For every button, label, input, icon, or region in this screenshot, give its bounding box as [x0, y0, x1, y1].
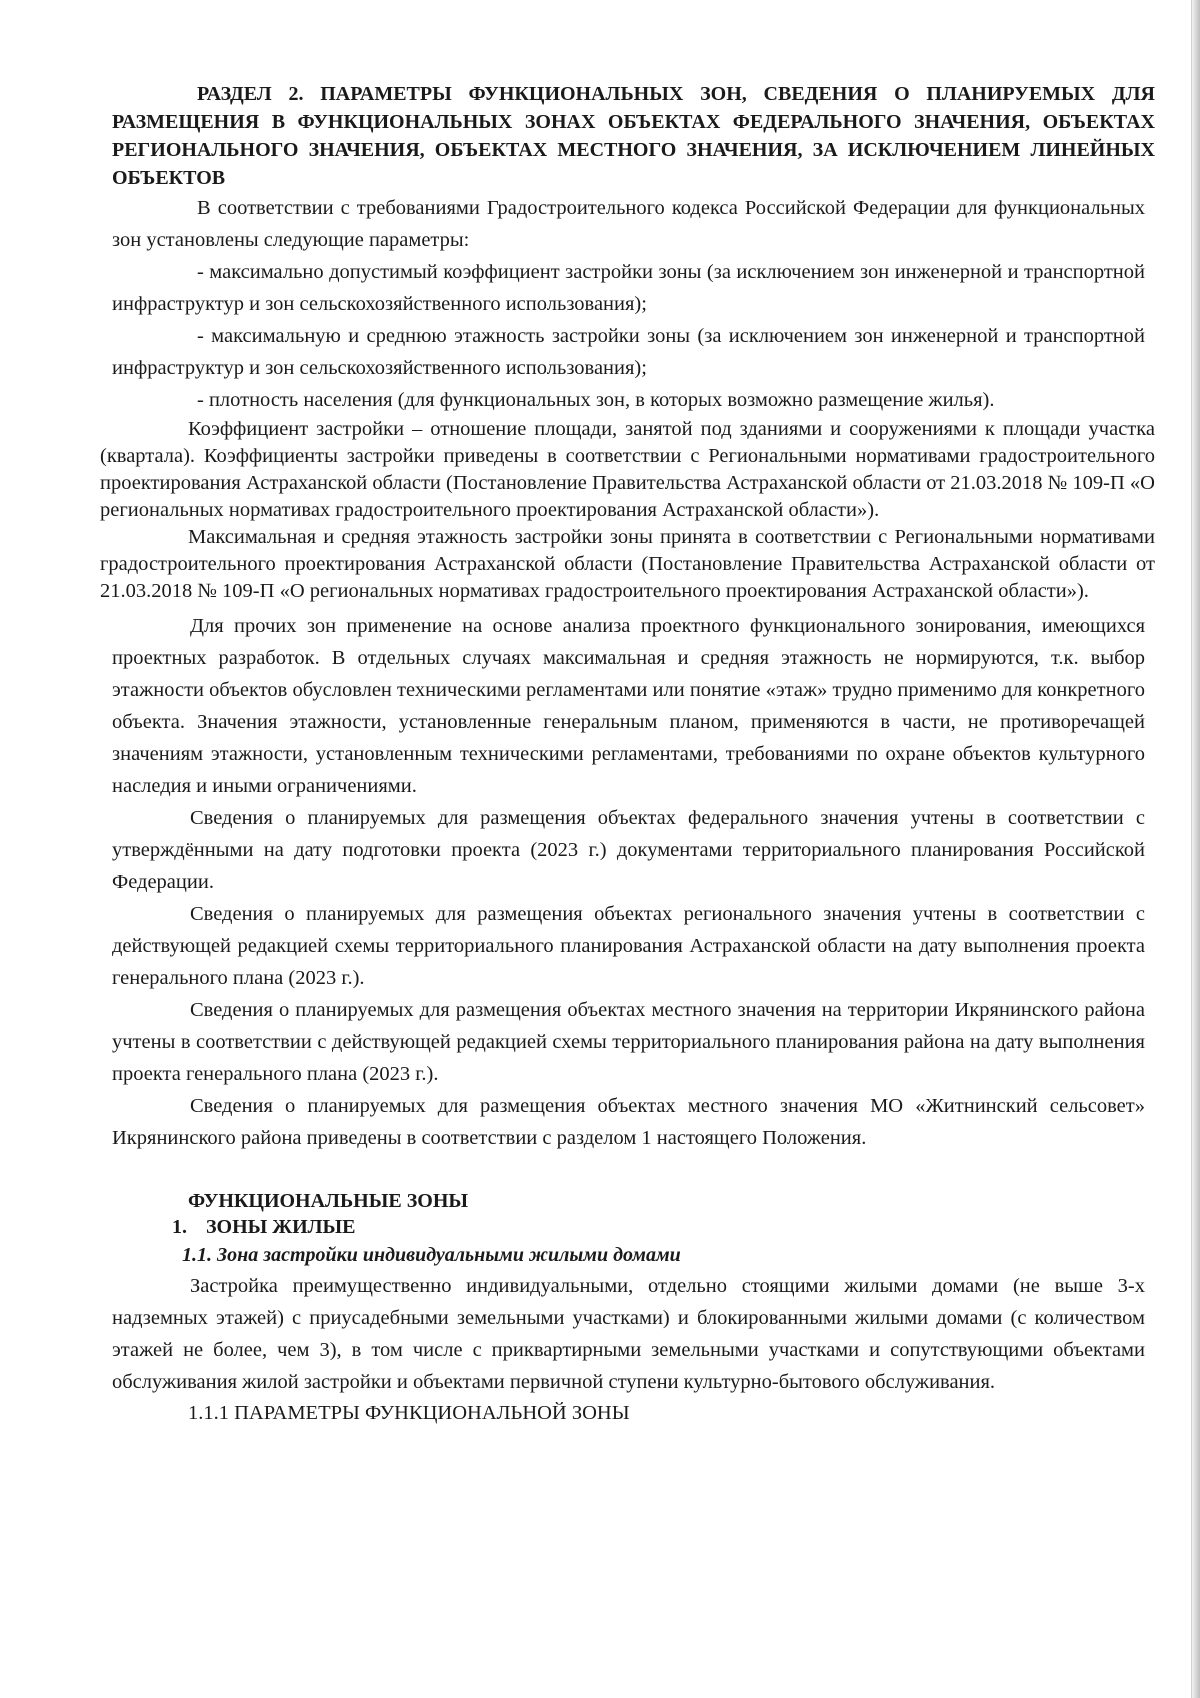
other-zones-paragraph: Для прочих зон применение на основе анализа проектного функционального зонирования, имеющихся проектных разработок. В отдельных случаях максимальная и средняя этажность не нормируются, т.к. выбор этажности объектов обусловлен техническими регламентами или понятие «этаж» трудно применимо для конкретного объекта. Значения этажности, установленные генеральным планом, применяются в части, не противоречащей значениям этажности, установленным техническими регламентами, требованиями по охране объектов культурного наследия и иными ограничениями.: [112, 615, 1145, 797]
residential-zones-heading: [100, 1214, 1155, 1240]
regional-objects-paragraph: Сведения о планируемых для размещения объектах регионального значения учтены в соответствии с действующей редакцией схемы территориального планирования Астраханской области на дату выполнения проекта генерального плана (2023 г.).: [112, 903, 1145, 989]
spacer: [100, 1154, 1155, 1188]
coefficient-paragraph: Коэффициент застройки – отношение площади, занятой под зданиями и сооружениями к площади участка (квартала). Коэффициенты застройки приведены в соответствии с Региональными нормативами градостроительного проектирования Астраханской области (Постановление Правительства Астраханской области от 21.03.2018 № 109-П «О региональных нормативах градостроительного проектирования Астраханской области»).: [100, 418, 1155, 521]
parameter-item-density: - плотность населения (для функциональных зон, в которых возможно размещение жилья).: [197, 389, 995, 411]
zone-description: Застройка преимущественно индивидуальными, отдельно стоящими жилыми домами (не выше 3-х надземных этажей) с приусадебными земельными участками) и блокированными жилыми домами (с количеством этажей не более, чем 3), в том числе с приквартирными земельными участками и сопутствующими объектами обслуживания жилой застройки и объектами первичной ступени культурно-бытового обслуживания.: [112, 1275, 1145, 1393]
page-edge-shadow: [1192, 0, 1200, 1698]
floors-paragraph: Максимальная и средняя этажность застройки зоны принята в соответствии с Региональными нормативами градостроительного проектирования Астраханской области (Постановление Правительства Астраханской области от 21.03.2018 № 109-П «О региональных нормативах градостроительного проектирования Астраханской области»).: [100, 526, 1155, 602]
parameter-item-coefficient: - максимально допустимый коэффициент застройки зоны (за исключением зон инженерной и транспортной инфраструктур и зон сельскохозяйственного использования);: [112, 261, 1145, 315]
residential-zones-number: 1.: [172, 1216, 187, 1238]
local-district-paragraph: Сведения о планируемых для размещения объектах местного значения на территории Икрянинского района учтены в соответствии с действующей редакцией схемы территориального планирования района на дату выполнения проекта генерального плана (2023 г.).: [112, 999, 1145, 1085]
residential-zones-title: ЗОНЫ ЖИЛЫЕ: [206, 1216, 356, 1238]
parameter-item-floors: - максимальную и среднюю этажность застройки зоны (за исключением зон инженерной и транспортной инфраструктур и зон сельскохозяйственного использования);: [112, 325, 1145, 379]
zone-title: 1.1. Зона застройки индивидуальными жилыми домами: [182, 1244, 681, 1266]
federal-objects-paragraph: Сведения о планируемых для размещения объектах федерального значения учтены в соответствии с утверждёнными на дату подготовки проекта (2023 г.) документами территориального планирования Российской Федерации.: [112, 807, 1145, 893]
functional-zones-heading: ФУНКЦИОНАЛЬНЫЕ ЗОНЫ: [188, 1190, 469, 1212]
intro-paragraph: В соответствии с требованиями Градостроительного кодекса Российской Федерации для функциональных зон установлены следующие параметры:: [112, 197, 1145, 251]
section-title: РАЗДЕЛ 2. ПАРАМЕТРЫ ФУНКЦИОНАЛЬНЫХ ЗОН, СВЕДЕНИЯ О ПЛАНИРУЕМЫХ ДЛЯ РАЗМЕЩЕНИЯ В ФУНКЦИОНАЛЬНЫХ ЗОНАХ ОБЪЕКТАХ ФЕДЕРАЛЬНОГО ЗНАЧЕНИЯ, ОБЪЕКТАХ РЕГИОНАЛЬНОГО ЗНАЧЕНИЯ, ОБЪЕКТАХ МЕСТНОГО ЗНАЧЕНИЯ, ЗА ИСКЛЮЧЕНИЕМ ЛИНЕЙНЫХ ОБЪЕКТОВ: [112, 83, 1155, 189]
zone-parameters-heading: 1.1.1 ПАРАМЕТРЫ ФУНКЦИОНАЛЬНОЙ ЗОНЫ: [188, 1402, 630, 1424]
document-page: [100, 80, 1155, 1428]
local-mo-paragraph: Сведения о планируемых для размещения объектах местного значения МО «Житнинский сельсовет» Икрянинского района приведены в соответствии с разделом 1 настоящего Положения.: [112, 1095, 1145, 1149]
